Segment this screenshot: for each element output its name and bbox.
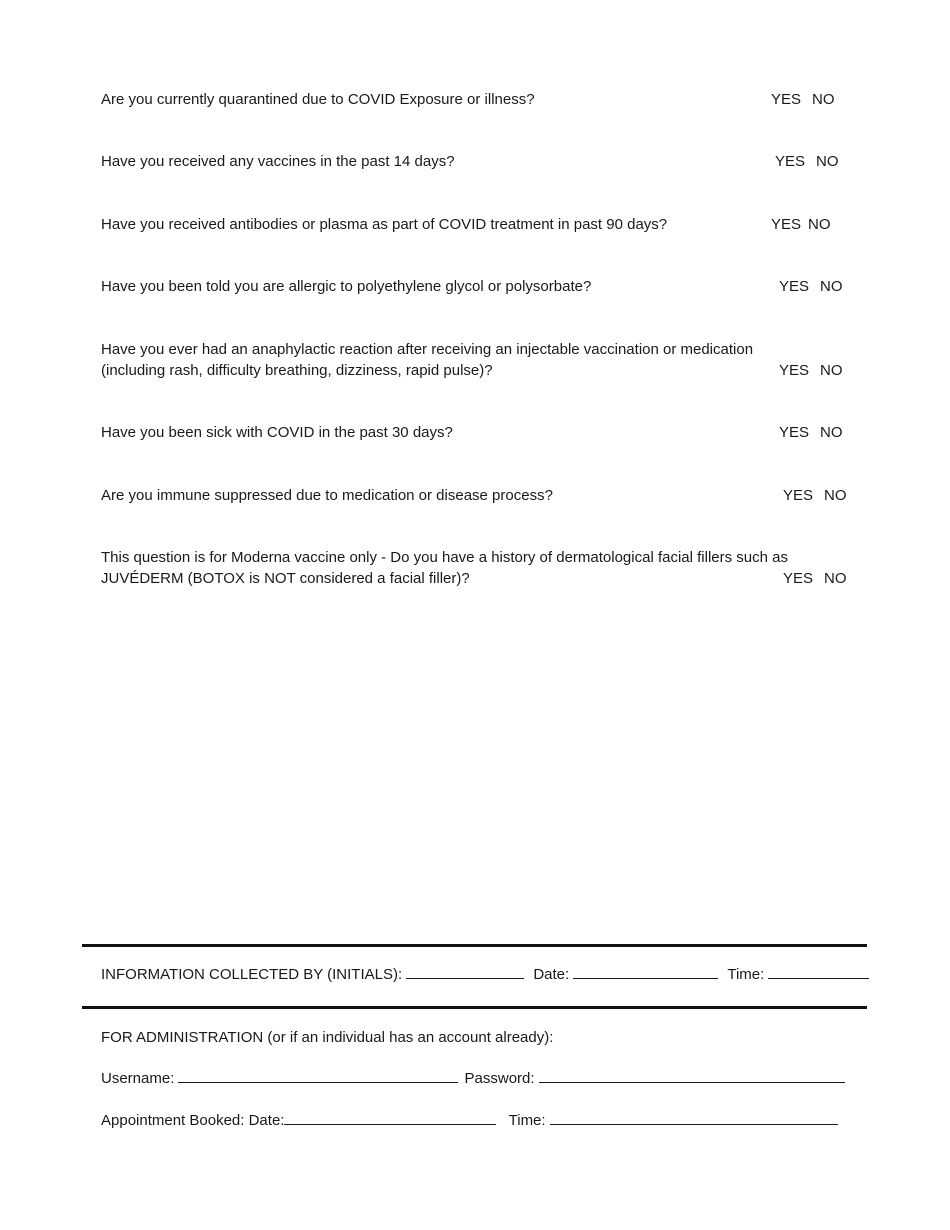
- yes-option[interactable]: YES: [783, 570, 814, 587]
- no-option[interactable]: NO: [820, 278, 843, 295]
- yes-no-options: [775, 151, 839, 172]
- yes-option[interactable]: YES: [779, 424, 810, 441]
- collected-by-row: [101, 964, 869, 985]
- yes-option[interactable]: YES: [775, 153, 806, 170]
- yes-no-options: [779, 276, 843, 297]
- top-divider: [82, 944, 867, 947]
- password-label: Password:: [464, 1070, 535, 1087]
- no-option[interactable]: NO: [816, 153, 839, 170]
- username-field[interactable]: [178, 1068, 458, 1083]
- question-facial-fillers-line2: JUVÉDERM (BOTOX is NOT considered a facial filler)?: [101, 570, 470, 587]
- appointment-row: [101, 1110, 838, 1131]
- question-allergic-peg: Have you been told you are allergic to polyethylene glycol or polysorbate?: [101, 278, 592, 295]
- date-field[interactable]: [573, 964, 718, 979]
- question-quarantined: Are you currently quarantined due to COVID Exposure or illness?: [101, 91, 535, 108]
- question-facial-fillers-line1: This question is for Moderna vaccine only - Do you have a history of dermatological facial fillers such as: [101, 549, 788, 566]
- bottom-divider: [82, 1006, 867, 1009]
- password-field[interactable]: [539, 1068, 845, 1083]
- question-recent-vaccines: Have you received any vaccines in the past 14 days?: [101, 153, 455, 170]
- yes-option[interactable]: YES: [779, 278, 810, 295]
- yes-no-options: [771, 89, 835, 110]
- username-label: Username:: [101, 1070, 175, 1087]
- appointment-time-field[interactable]: [550, 1110, 838, 1125]
- question-anaphylactic-line2: (including rash, difficulty breathing, dizziness, rapid pulse)?: [101, 362, 493, 379]
- initials-field[interactable]: [406, 964, 524, 979]
- yes-no-options: [779, 422, 843, 443]
- admin-heading: FOR ADMINISTRATION (or if an individual has an account already):: [101, 1029, 554, 1046]
- yes-no-options: [771, 214, 831, 235]
- question-anaphylactic-line1: Have you ever had an anaphylactic reaction after receiving an injectable vaccination or medication: [101, 341, 754, 358]
- date-label: Date:: [533, 966, 570, 983]
- appointment-time-label: Time:: [508, 1112, 546, 1129]
- question-antibodies-plasma: Have you received antibodies or plasma as part of COVID treatment in past 90 days?: [101, 216, 668, 233]
- account-row: [101, 1068, 845, 1089]
- yes-option[interactable]: YES: [783, 487, 814, 504]
- no-option[interactable]: NO: [820, 424, 843, 441]
- no-option[interactable]: NO: [808, 216, 831, 233]
- appointment-date-field[interactable]: [284, 1110, 496, 1125]
- yes-no-options: [783, 485, 847, 506]
- no-option[interactable]: NO: [824, 487, 847, 504]
- no-option[interactable]: NO: [812, 91, 835, 108]
- yes-option[interactable]: YES: [771, 216, 802, 233]
- question-immune-suppressed: Are you immune suppressed due to medication or disease process?: [101, 487, 553, 504]
- no-option[interactable]: NO: [824, 570, 847, 587]
- time-field[interactable]: [768, 964, 869, 979]
- appointment-date-label: Appointment Booked: Date:: [101, 1112, 285, 1129]
- initials-label: INFORMATION COLLECTED BY (INITIALS):: [101, 966, 403, 983]
- question-sick-covid: Have you been sick with COVID in the past 30 days?: [101, 424, 453, 441]
- time-label: Time:: [727, 966, 765, 983]
- yes-option[interactable]: YES: [779, 362, 810, 379]
- yes-option[interactable]: YES: [771, 91, 802, 108]
- no-option[interactable]: NO: [820, 362, 843, 379]
- yes-no-options: [779, 360, 843, 381]
- yes-no-options: [783, 568, 847, 589]
